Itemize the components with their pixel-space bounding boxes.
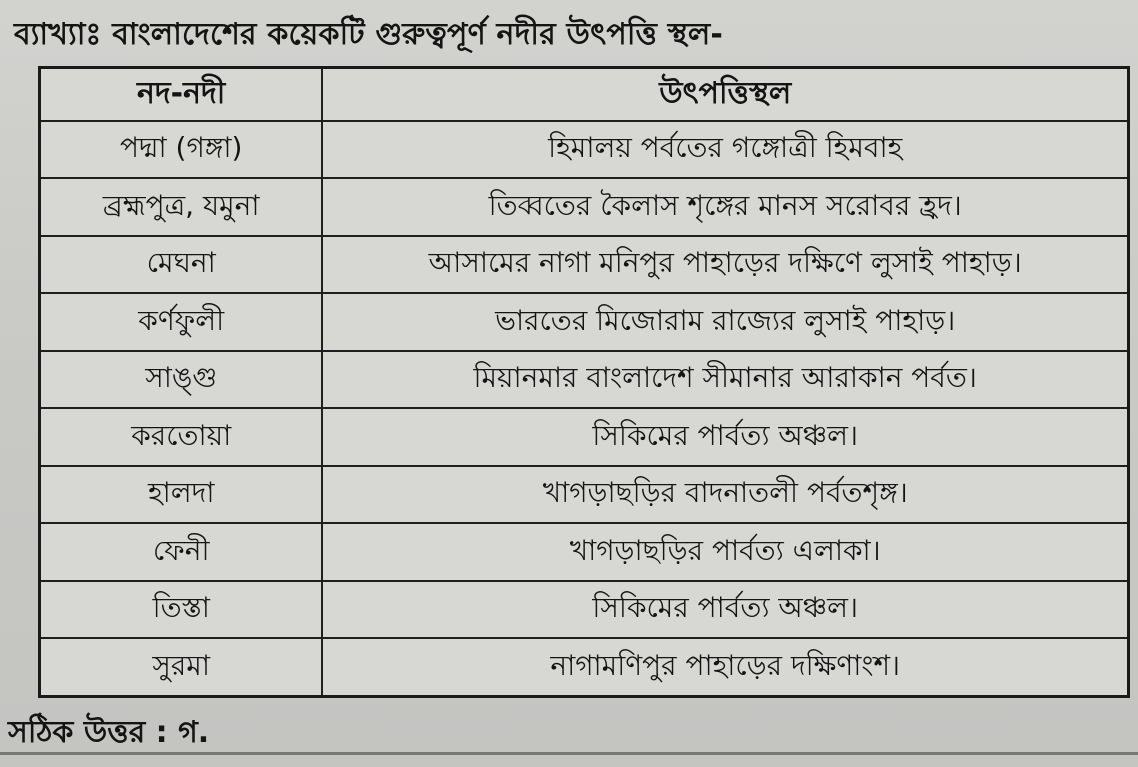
river-name-cell: পদ্মা (গঙ্গা): [40, 121, 323, 178]
table-row: [40, 638, 1129, 696]
column-header-origin: উৎপত্তিস্থল: [322, 68, 1128, 122]
origin-cell: খাগড়াছড়ির পার্বত্য এলাকা।: [322, 523, 1128, 580]
origin-cell: সিকিমের পার্বত্য অঞ্চল।: [322, 408, 1128, 465]
river-name-cell: ফেনী: [40, 523, 323, 580]
table-row: [40, 466, 1129, 523]
column-header-river: নদ-নদী: [40, 68, 323, 122]
table-row: [40, 236, 1129, 293]
river-name-cell: হালদা: [40, 466, 323, 523]
river-name-cell: সুরমা: [40, 638, 323, 696]
river-origin-table: [38, 66, 1130, 698]
origin-cell: ভারতের মিজোরাম রাজ্যের লুসাই পাহাড়।: [322, 293, 1128, 350]
origin-cell: তিব্বতের কৈলাস শৃঙ্গের মানস সরোবর হ্রদ।: [322, 178, 1128, 235]
river-name-cell: সাঙ্গু: [40, 351, 323, 408]
table-header-row: [40, 68, 1129, 122]
origin-cell: মিয়ানমার বাংলাদেশ সীমানার আরাকান পর্বত।: [322, 351, 1128, 408]
table-row: [40, 293, 1129, 350]
table-row: [40, 178, 1129, 235]
table-row: [40, 581, 1129, 638]
divider: [0, 752, 1138, 755]
river-name-cell: করতোয়া: [40, 408, 323, 465]
heading: ব্যাখ্যাঃ বাংলাদেশের কয়েকটি গুরুত্বপূর্ণ নদীর উৎপত্তি স্থল-: [14, 17, 724, 52]
origin-cell: সিকিমের পার্বত্য অঞ্চল।: [322, 581, 1128, 638]
river-name-cell: তিস্তা: [40, 581, 323, 638]
origin-cell: খাগড়াছড়ির বাদনাতলী পর্বতশৃঙ্গ।: [322, 466, 1128, 523]
origin-cell: হিমালয় পর্বতের গঙ্গোত্রী হিমবাহ: [322, 121, 1128, 178]
river-name-cell: কর্ণফুলী: [40, 293, 323, 350]
table-row: [40, 351, 1129, 408]
table-row: [40, 523, 1129, 580]
origin-cell: আসামের নাগা মনিপুর পাহাড়ের দক্ষিণে লুসাই পাহাড়।: [322, 236, 1128, 293]
origin-cell: নাগামণিপুর পাহাড়ের দক্ষিণাংশ।: [322, 638, 1128, 696]
table-row: [40, 121, 1129, 178]
table-row: [40, 408, 1129, 465]
river-name-cell: মেঘনা: [40, 236, 323, 293]
correct-answer: সঠিক উত্তর : গ.: [8, 715, 210, 750]
river-name-cell: ব্রহ্মপুত্র, যমুনা: [40, 178, 323, 235]
